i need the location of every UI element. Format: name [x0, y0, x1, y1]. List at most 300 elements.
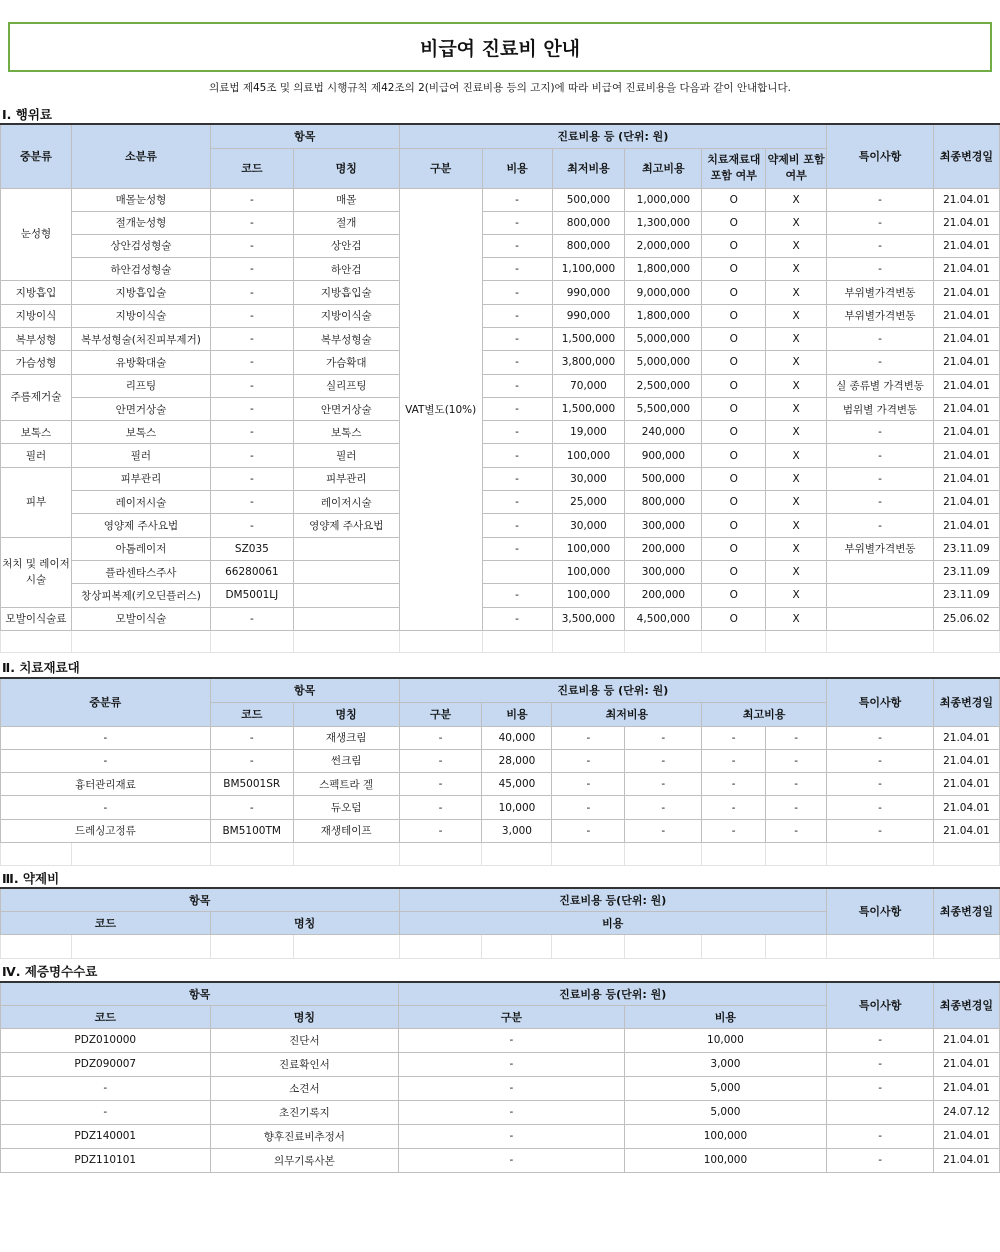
- name-cell: 가슴확대: [293, 351, 399, 374]
- date-cell: 23.11.09: [933, 537, 999, 560]
- table-cell: [399, 842, 482, 865]
- name-cell: 하안검: [293, 258, 399, 281]
- material-included-cell: O: [702, 351, 766, 374]
- table-cell: [399, 630, 482, 652]
- fee-cell: -: [482, 211, 552, 234]
- date-cell: 21.04.01: [933, 397, 999, 420]
- table-row: [1, 304, 1000, 327]
- date-cell: 21.04.01: [933, 234, 999, 257]
- fee-cell: -: [482, 188, 552, 211]
- fee-cell: -: [482, 327, 552, 350]
- name-cell: 초진기록지: [210, 1100, 399, 1124]
- sub-category-cell: 안면거상술: [71, 397, 210, 420]
- material-included-cell: O: [702, 188, 766, 211]
- note-cell: -: [827, 1028, 934, 1052]
- date-cell: 21.04.01: [933, 491, 999, 514]
- fee-cell: 45,000: [482, 773, 552, 796]
- max-cost-cell: -: [702, 819, 766, 842]
- fee-cell: -: [482, 397, 552, 420]
- date-cell: 21.04.01: [933, 421, 999, 444]
- table-cell: [482, 630, 552, 652]
- code-cell: SZ035: [210, 537, 293, 560]
- code-cell: -: [210, 258, 293, 281]
- header-note: 특이사항: [827, 124, 934, 188]
- table-row: [1, 327, 1000, 350]
- drug-included-cell: X: [766, 188, 827, 211]
- note-cell: 실 종류별 가격변동: [827, 374, 934, 397]
- table-row: [1, 607, 1000, 630]
- fee-cell: -: [482, 537, 552, 560]
- header-fee: 비용: [482, 702, 552, 726]
- table-cell: [210, 842, 293, 865]
- page-subtitle: 의료법 제45조 및 의료법 시행규칙 제42조의 2(비급여 진료비용 등의 고지)에 따라 비급여 진료비용을 다음과 같이 안내합니다.: [209, 82, 791, 94]
- date-cell: 21.04.01: [933, 796, 999, 819]
- note-cell: -: [827, 1076, 934, 1100]
- table-cell: [71, 842, 210, 865]
- code-cell: -: [210, 327, 293, 350]
- max-cost-cell: -: [702, 796, 766, 819]
- drug-included-cell: X: [766, 397, 827, 420]
- material-included-cell: O: [702, 304, 766, 327]
- name-cell: 재생테이프: [293, 819, 399, 842]
- max-cost-cell: -: [766, 796, 827, 819]
- table-cell: [766, 842, 827, 865]
- date-cell: 21.04.01: [933, 773, 999, 796]
- sub-category-cell: 플라센타스주사: [71, 560, 210, 583]
- name-cell: 피부관리: [293, 467, 399, 490]
- header-item: 항목: [1, 888, 400, 911]
- name-cell: 향후진료비추정서: [210, 1124, 399, 1148]
- fee-cell: -: [482, 514, 552, 537]
- mid-category-cell: 복부성형: [1, 327, 72, 350]
- division-cell: -: [399, 1052, 624, 1076]
- note-cell: [827, 584, 934, 607]
- name-cell: 스펙트라 겔: [293, 773, 399, 796]
- note-cell: -: [827, 773, 934, 796]
- section-title-procedure-fees: Ⅰ. 행위료: [2, 107, 52, 122]
- table-row: [1, 444, 1000, 467]
- mid-category-cell: 주름제거술: [1, 374, 72, 421]
- fee-cell: 5,000: [624, 1076, 827, 1100]
- name-cell: 필러: [293, 444, 399, 467]
- code-cell: -: [210, 796, 293, 819]
- table-cell: [293, 630, 399, 652]
- min-cost-cell: -: [552, 796, 625, 819]
- note-cell: -: [827, 1124, 934, 1148]
- name-cell: 영양제 주사요법: [293, 514, 399, 537]
- material-included-cell: O: [702, 234, 766, 257]
- sub-category-cell: 영양제 주사요법: [71, 514, 210, 537]
- fee-cell: 3,000: [624, 1052, 827, 1076]
- mid-category-cell: -: [1, 726, 211, 749]
- mid-category-cell: 보톡스: [1, 421, 72, 444]
- fee-cell: -: [482, 421, 552, 444]
- note-cell: -: [827, 211, 934, 234]
- mid-category-cell: 지방이식: [1, 304, 72, 327]
- table-cell: [933, 842, 999, 865]
- table-cell: [552, 842, 625, 865]
- name-cell: 지방이식술: [293, 304, 399, 327]
- note-cell: [827, 1100, 934, 1124]
- name-cell: [293, 560, 399, 583]
- table-cell: [293, 842, 399, 865]
- header-max-cost: 최고비용: [702, 702, 827, 726]
- header-note: 특이사항: [827, 678, 934, 726]
- code-cell: -: [210, 514, 293, 537]
- max-cost-cell: -: [766, 773, 827, 796]
- max-cost-cell: 5,000,000: [625, 351, 702, 374]
- date-cell: 21.04.01: [934, 1052, 1000, 1076]
- code-cell: -: [1, 1100, 211, 1124]
- max-cost-cell: -: [766, 819, 827, 842]
- name-cell: 안면거상술: [293, 397, 399, 420]
- min-cost-cell: 990,000: [552, 304, 625, 327]
- sub-category-cell: 매몰눈성형: [71, 188, 210, 211]
- min-cost-cell: -: [552, 726, 625, 749]
- header-item: 항목: [210, 124, 399, 148]
- drug-included-cell: X: [766, 304, 827, 327]
- table-row: [1, 1076, 1000, 1100]
- code-cell: -: [210, 351, 293, 374]
- code-cell: -: [210, 304, 293, 327]
- section-title-materials: Ⅱ. 치료재료대: [2, 660, 80, 675]
- min-cost-cell: -: [552, 749, 625, 772]
- table-cell: [827, 842, 934, 865]
- certificate-fees-table: [0, 981, 1000, 1173]
- fee-cell: -: [482, 584, 552, 607]
- code-cell: -: [210, 491, 293, 514]
- note-cell: 범위별 가격변동: [827, 397, 934, 420]
- header-code: 코드: [1, 911, 211, 934]
- mid-category-cell: 처치 및 레이저시술: [1, 537, 72, 607]
- min-cost-cell: -: [625, 819, 702, 842]
- header-name: 명칭: [293, 148, 399, 188]
- max-cost-cell: -: [702, 749, 766, 772]
- date-cell: 21.04.01: [933, 444, 999, 467]
- name-cell: 매몰: [293, 188, 399, 211]
- fee-cell: [482, 560, 552, 583]
- note-cell: -: [827, 467, 934, 490]
- table-cell: [766, 630, 827, 652]
- page-title: 비급여 진료비 안내: [8, 22, 992, 72]
- table-cell: [71, 630, 210, 652]
- header-note: 특이사항: [827, 888, 934, 934]
- table-cell: [702, 842, 766, 865]
- drug-included-cell: X: [766, 327, 827, 350]
- drug-included-cell: X: [766, 374, 827, 397]
- header-division: 구분: [399, 702, 482, 726]
- max-cost-cell: 1,800,000: [625, 304, 702, 327]
- date-cell: 21.04.01: [934, 1148, 1000, 1172]
- drug-included-cell: X: [766, 444, 827, 467]
- min-cost-cell: 30,000: [552, 467, 625, 490]
- table-cell: [1, 842, 72, 865]
- sub-category-cell: 피부관리: [71, 467, 210, 490]
- code-cell: -: [210, 397, 293, 420]
- max-cost-cell: 300,000: [625, 514, 702, 537]
- header-name: 명칭: [210, 1005, 399, 1028]
- header-min-cost: 최저비용: [552, 148, 625, 188]
- division-cell: -: [399, 819, 482, 842]
- table-row: [1, 234, 1000, 257]
- name-cell: 절개: [293, 211, 399, 234]
- mid-category-cell: 모발이식술료: [1, 607, 72, 630]
- fee-cell: -: [482, 258, 552, 281]
- note-cell: -: [827, 491, 934, 514]
- drug-included-cell: X: [766, 560, 827, 583]
- note-cell: -: [827, 726, 934, 749]
- materials-table: [0, 677, 1000, 866]
- sub-category-cell: 지방이식술: [71, 304, 210, 327]
- header-division: 구분: [399, 148, 482, 188]
- sub-category-cell: 아톰레이저: [71, 537, 210, 560]
- header-item: 항목: [210, 678, 399, 702]
- material-included-cell: O: [702, 537, 766, 560]
- sub-category-cell: 복부성형술(처진피부제거): [71, 327, 210, 350]
- drug-included-cell: X: [766, 467, 827, 490]
- name-cell: [293, 607, 399, 630]
- header-cost: 진료비용 등(단위: 원): [399, 982, 827, 1005]
- sub-category-cell: 상안검성형술: [71, 234, 210, 257]
- drug-included-cell: X: [766, 281, 827, 304]
- code-cell: PDZ140001: [1, 1124, 211, 1148]
- drug-included-cell: X: [766, 537, 827, 560]
- material-included-cell: O: [702, 211, 766, 234]
- fee-cell: 40,000: [482, 726, 552, 749]
- drug-included-cell: X: [766, 514, 827, 537]
- header-item: 항목: [1, 982, 399, 1005]
- note-cell: -: [827, 1052, 934, 1076]
- note-cell: 부위별가격변동: [827, 304, 934, 327]
- name-cell: [293, 537, 399, 560]
- table-cell: [210, 630, 293, 652]
- division-cell: -: [399, 1076, 624, 1100]
- division-cell: VAT별도(10%): [399, 188, 482, 630]
- division-cell: -: [399, 1148, 624, 1172]
- date-cell: 21.04.01: [934, 1076, 1000, 1100]
- mid-category-cell: -: [1, 749, 211, 772]
- division-cell: -: [399, 773, 482, 796]
- note-cell: -: [827, 444, 934, 467]
- date-cell: 23.11.09: [933, 560, 999, 583]
- header-fee: 비용: [624, 1005, 827, 1028]
- note-cell: -: [827, 188, 934, 211]
- code-cell: PDZ090007: [1, 1052, 211, 1076]
- table-row: [1, 584, 1000, 607]
- code-cell: DM5001LJ: [210, 584, 293, 607]
- table-row: [1, 1028, 1000, 1052]
- table-row: [1, 211, 1000, 234]
- fee-cell: -: [482, 467, 552, 490]
- min-cost-cell: 100,000: [552, 584, 625, 607]
- material-included-cell: O: [702, 444, 766, 467]
- table-cell: [482, 842, 552, 865]
- material-included-cell: O: [702, 327, 766, 350]
- division-cell: -: [399, 1124, 624, 1148]
- date-cell: 21.04.01: [933, 351, 999, 374]
- code-cell: -: [210, 188, 293, 211]
- max-cost-cell: -: [766, 749, 827, 772]
- division-cell: -: [399, 726, 482, 749]
- fee-cell: -: [482, 491, 552, 514]
- min-cost-cell: 30,000: [552, 514, 625, 537]
- material-included-cell: O: [702, 281, 766, 304]
- sub-category-cell: 창상피복제(키오딘플러스): [71, 584, 210, 607]
- name-cell: 진료확인서: [210, 1052, 399, 1076]
- table-row: [1, 397, 1000, 420]
- header-mid-category: 중분류: [1, 124, 72, 188]
- table-row: [1, 796, 1000, 819]
- name-cell: 보톡스: [293, 421, 399, 444]
- fee-cell: -: [482, 374, 552, 397]
- min-cost-cell: 19,000: [552, 421, 625, 444]
- min-cost-cell: 100,000: [552, 537, 625, 560]
- sub-category-cell: 유방확대술: [71, 351, 210, 374]
- name-cell: 실리프팅: [293, 374, 399, 397]
- section-title-drug-costs: Ⅲ. 약제비: [2, 871, 60, 886]
- drug-included-cell: X: [766, 421, 827, 444]
- code-cell: PDZ110101: [1, 1148, 211, 1172]
- note-cell: -: [827, 1148, 934, 1172]
- table-row: [1, 281, 1000, 304]
- min-cost-cell: 25,000: [552, 491, 625, 514]
- section-title-certificate-fees: Ⅳ. 제증명수수료: [2, 964, 98, 979]
- division-cell: -: [399, 796, 482, 819]
- min-cost-cell: 1,100,000: [552, 258, 625, 281]
- date-cell: 21.04.01: [933, 726, 999, 749]
- fee-cell: 10,000: [482, 796, 552, 819]
- date-cell: 21.04.01: [933, 188, 999, 211]
- header-fee: 비용: [482, 148, 552, 188]
- division-cell: -: [399, 1028, 624, 1052]
- table-row: [1, 1100, 1000, 1124]
- min-cost-cell: 1,500,000: [552, 327, 625, 350]
- material-included-cell: O: [702, 584, 766, 607]
- max-cost-cell: -: [702, 773, 766, 796]
- name-cell: 소견서: [210, 1076, 399, 1100]
- division-cell: -: [399, 1100, 624, 1124]
- max-cost-cell: 4,500,000: [625, 607, 702, 630]
- min-cost-cell: 3,800,000: [552, 351, 625, 374]
- note-cell: 부위별가격변동: [827, 537, 934, 560]
- date-cell: 21.04.01: [933, 374, 999, 397]
- header-material-included: 치료재료대 포함 여부: [702, 148, 766, 188]
- date-cell: 25.06.02: [933, 607, 999, 630]
- table-row: [1, 491, 1000, 514]
- date-cell: 21.04.01: [933, 304, 999, 327]
- note-cell: -: [827, 514, 934, 537]
- mid-category-cell: 가슴성형: [1, 351, 72, 374]
- min-cost-cell: 1,500,000: [552, 397, 625, 420]
- code-cell: -: [210, 281, 293, 304]
- code-cell: -: [210, 749, 293, 772]
- table-row: [1, 560, 1000, 583]
- date-cell: 21.04.01: [933, 749, 999, 772]
- header-code: 코드: [1, 1005, 211, 1028]
- material-included-cell: O: [702, 607, 766, 630]
- note-cell: -: [827, 749, 934, 772]
- table-row: [1, 537, 1000, 560]
- date-cell: 21.04.01: [933, 327, 999, 350]
- max-cost-cell: 300,000: [625, 560, 702, 583]
- drug-included-cell: X: [766, 491, 827, 514]
- sub-category-cell: 보톡스: [71, 421, 210, 444]
- note-cell: -: [827, 421, 934, 444]
- mid-category-cell: 흉터관리재료: [1, 773, 211, 796]
- fee-cell: 10,000: [624, 1028, 827, 1052]
- max-cost-cell: 200,000: [625, 584, 702, 607]
- table-row: [1, 1148, 1000, 1172]
- mid-category-cell: -: [1, 796, 211, 819]
- drug-included-cell: X: [766, 258, 827, 281]
- fee-cell: 100,000: [624, 1148, 827, 1172]
- min-cost-cell: -: [552, 819, 625, 842]
- date-cell: 21.04.01: [933, 467, 999, 490]
- sub-category-cell: 지방흡입술: [71, 281, 210, 304]
- table-cell: [933, 630, 999, 652]
- fee-cell: -: [482, 304, 552, 327]
- min-cost-cell: 800,000: [552, 234, 625, 257]
- table-cell: [702, 630, 766, 652]
- min-cost-cell: 70,000: [552, 374, 625, 397]
- min-cost-cell: 800,000: [552, 211, 625, 234]
- name-cell: 상안검: [293, 234, 399, 257]
- fee-cell: 28,000: [482, 749, 552, 772]
- drug-included-cell: X: [766, 211, 827, 234]
- sub-category-cell: 필러: [71, 444, 210, 467]
- code-cell: PDZ010000: [1, 1028, 211, 1052]
- table-row: [1, 842, 1000, 865]
- note-cell: 부위별가격변동: [827, 281, 934, 304]
- table-cell: [625, 630, 702, 652]
- max-cost-cell: 240,000: [625, 421, 702, 444]
- table-row: [1, 421, 1000, 444]
- table-row: [1, 773, 1000, 796]
- header-sub-category: 소분류: [71, 124, 210, 188]
- table-cell: [625, 842, 702, 865]
- code-cell: BM5100TM: [210, 819, 293, 842]
- max-cost-cell: 9,000,000: [625, 281, 702, 304]
- header-cost: 진료비용 등(단위: 원): [399, 888, 827, 911]
- mid-category-cell: 눈성형: [1, 188, 72, 281]
- min-cost-cell: -: [625, 726, 702, 749]
- material-included-cell: O: [702, 421, 766, 444]
- name-cell: 재생크림: [293, 726, 399, 749]
- material-included-cell: O: [702, 514, 766, 537]
- min-cost-cell: 500,000: [552, 188, 625, 211]
- table-row: [1, 819, 1000, 842]
- name-cell: 진단서: [210, 1028, 399, 1052]
- header-name: 명칭: [210, 911, 399, 934]
- max-cost-cell: -: [702, 726, 766, 749]
- max-cost-cell: 5,500,000: [625, 397, 702, 420]
- note-cell: -: [827, 234, 934, 257]
- max-cost-cell: 1,800,000: [625, 258, 702, 281]
- header-date: 최종변경일: [933, 678, 999, 726]
- drug-included-cell: X: [766, 234, 827, 257]
- division-cell: -: [399, 749, 482, 772]
- note-cell: [827, 560, 934, 583]
- date-cell: 21.04.01: [934, 1124, 1000, 1148]
- max-cost-cell: 5,000,000: [625, 327, 702, 350]
- material-included-cell: O: [702, 560, 766, 583]
- material-included-cell: O: [702, 397, 766, 420]
- table-row: [1, 374, 1000, 397]
- sub-category-cell: 레이저시술: [71, 491, 210, 514]
- fee-cell: -: [482, 444, 552, 467]
- fee-cell: 3,000: [482, 819, 552, 842]
- note-cell: -: [827, 258, 934, 281]
